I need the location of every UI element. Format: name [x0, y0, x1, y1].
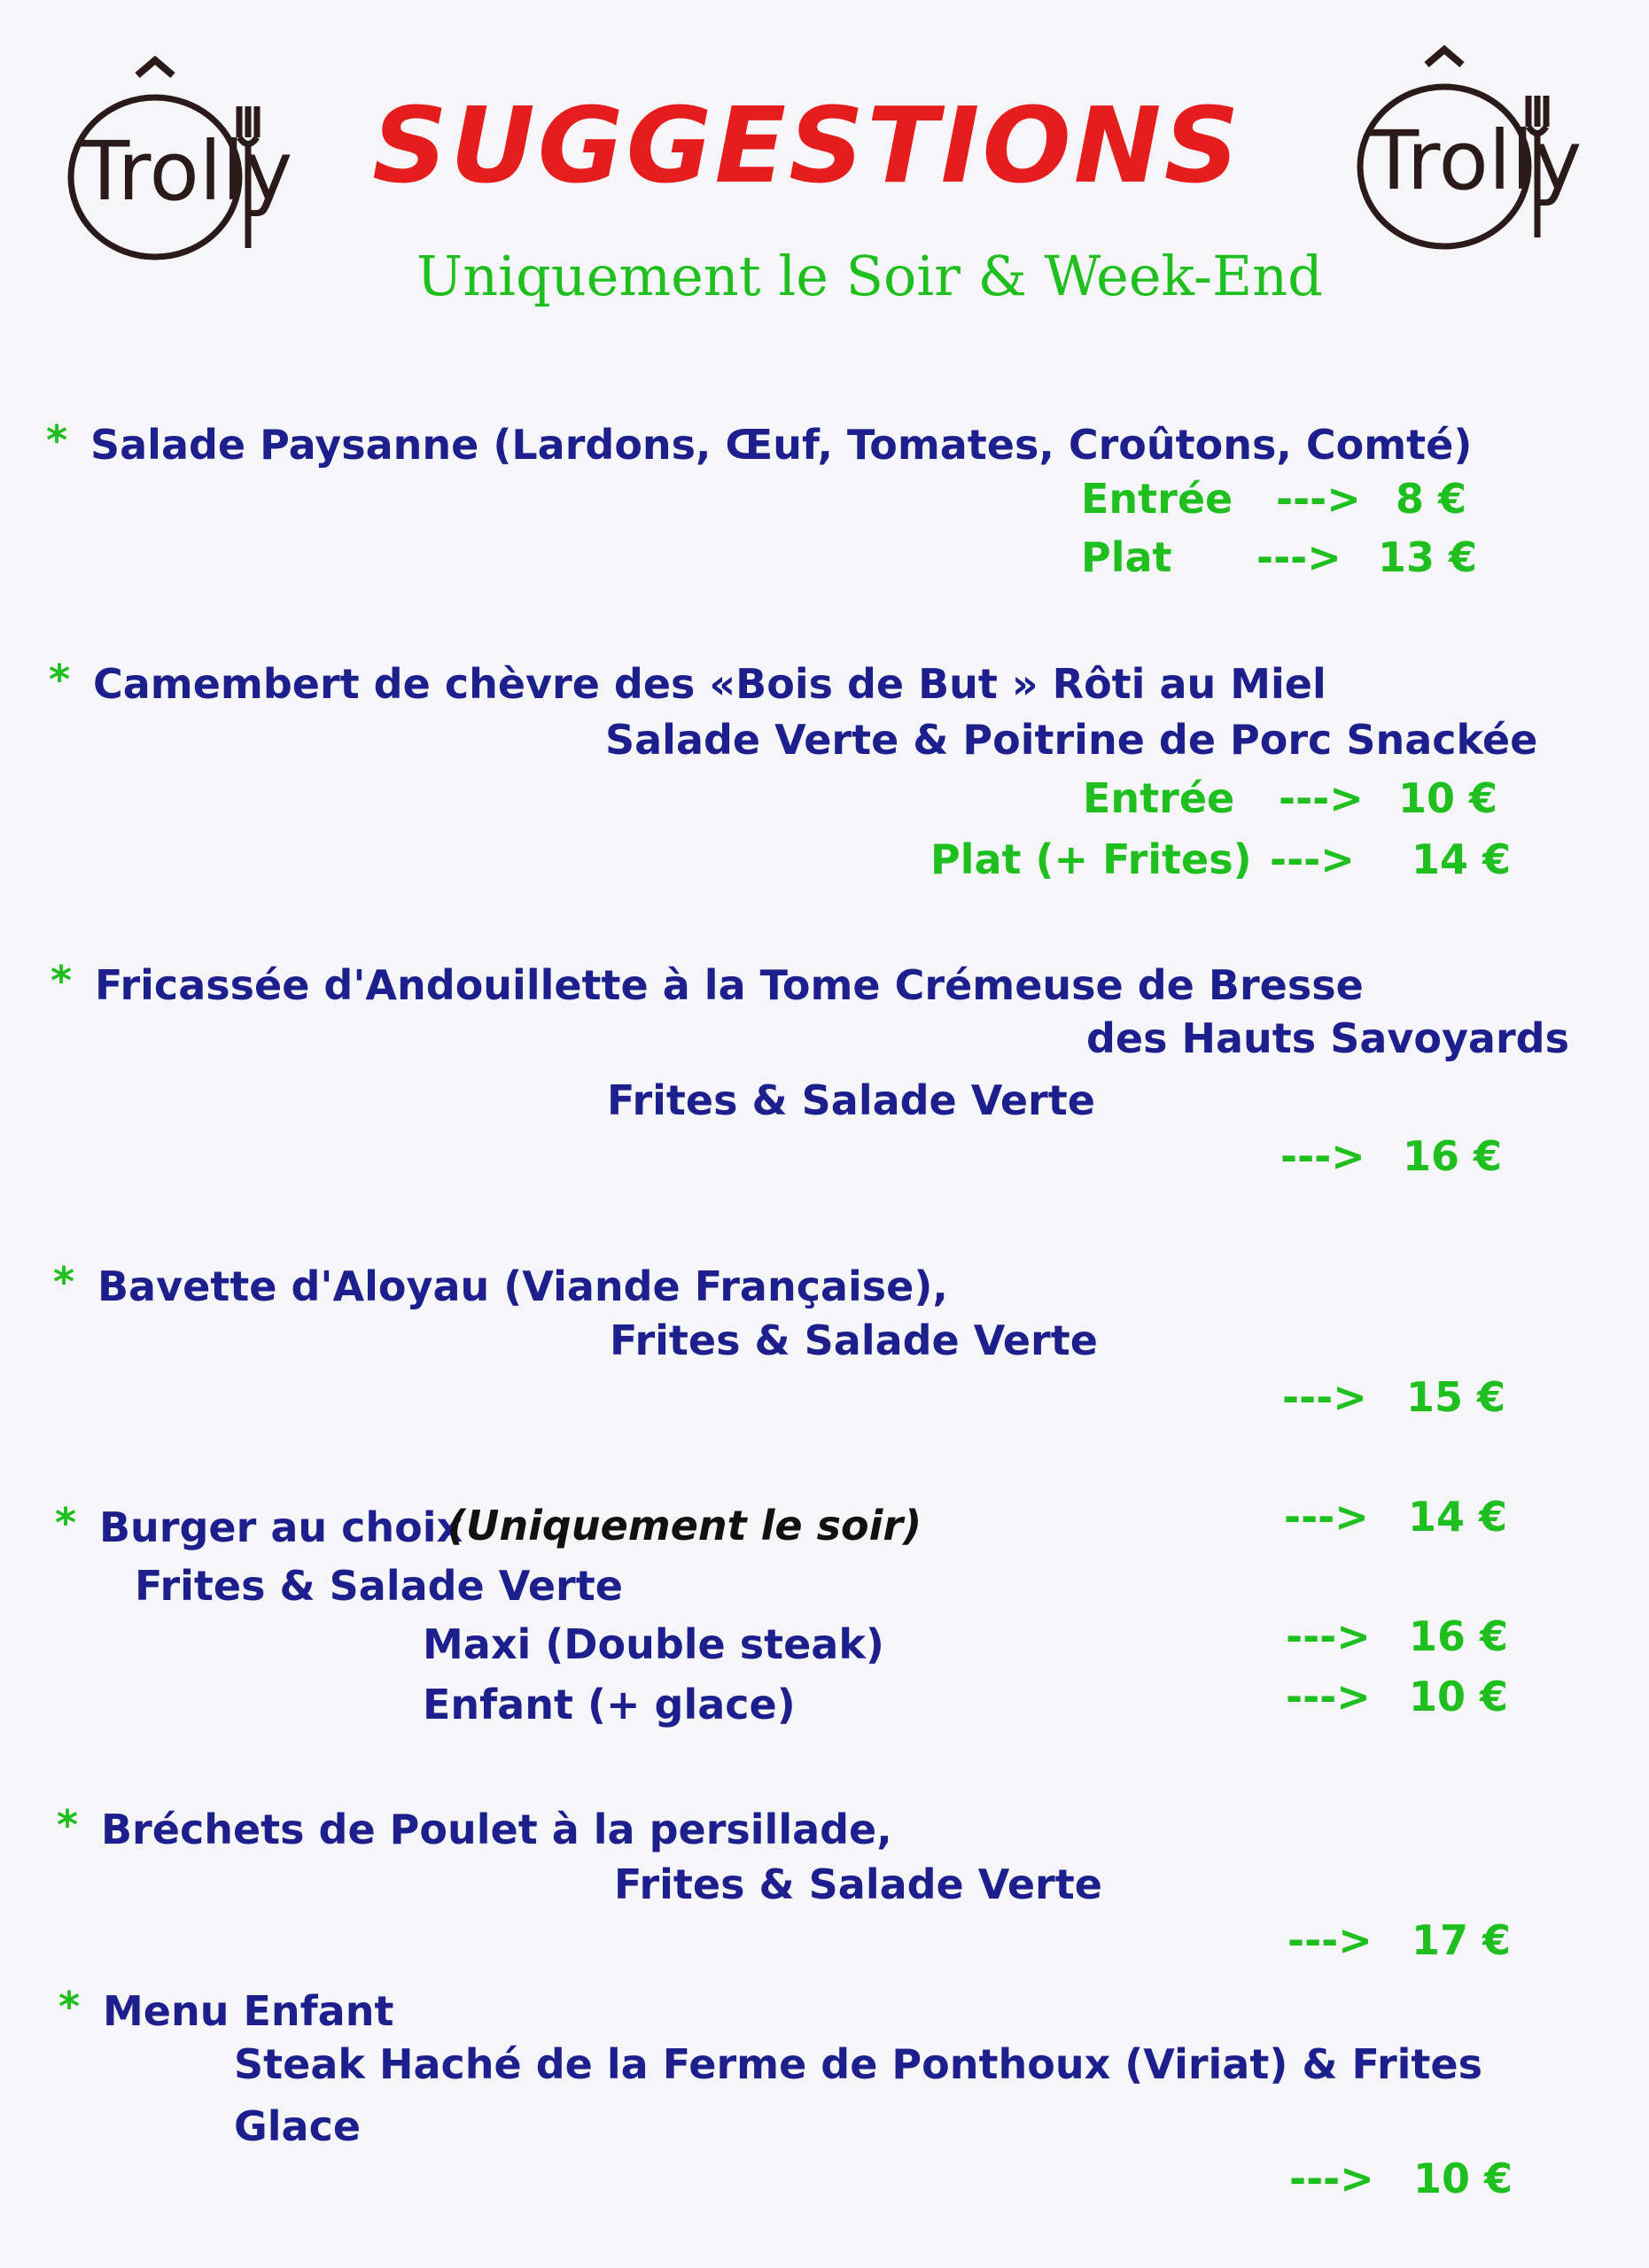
- item-description: Frites & Salade Verte: [614, 1860, 1102, 1908]
- price-arrow: --->: [1287, 1916, 1373, 1964]
- price-value: 15 €: [1406, 1373, 1506, 1421]
- price-arrow: --->: [1276, 475, 1361, 523]
- price-value: 10 €: [1398, 774, 1498, 822]
- item-name: Fricassée d'Andouillette à la Tome Crémeuse de Bresse: [95, 961, 1364, 1009]
- page-subtitle: Uniquement le Soir & Week-End: [416, 244, 1323, 308]
- price-arrow: --->: [1284, 1493, 1369, 1541]
- item-name: Salade Paysanne (Lardons, Œuf, Tomates, Croûtons, Comté): [90, 421, 1473, 469]
- price-value: 13 €: [1378, 533, 1478, 581]
- price-value: 16 €: [1409, 1612, 1509, 1660]
- price-arrow: --->: [1270, 835, 1355, 883]
- bullet-star: *: [53, 1258, 75, 1306]
- bullet-star: *: [57, 1801, 79, 1849]
- price-arrow: --->: [1280, 1132, 1365, 1180]
- bullet-star: *: [58, 1983, 81, 2031]
- price-arrow: --->: [1256, 533, 1342, 581]
- item-name: Bavette d'Aloyau (Viande Française),: [97, 1262, 948, 1310]
- bullet-star: *: [46, 416, 68, 464]
- price-value: 14 €: [1408, 1493, 1508, 1541]
- option-label: Maxi (Double steak): [423, 1620, 884, 1668]
- price-value: 14 €: [1412, 835, 1512, 883]
- price-value: 17 €: [1412, 1916, 1512, 1964]
- price-label: Entrée: [1083, 774, 1235, 822]
- bullet-star: *: [49, 656, 71, 703]
- trolly-logo-right: [1351, 43, 1583, 255]
- item-description: Frites & Salade Verte: [610, 1317, 1098, 1364]
- item-description: Frites & Salade Verte: [607, 1076, 1095, 1124]
- item-description: Steak Haché de la Ferme de Ponthoux (Viriat) & Frites: [234, 2040, 1482, 2088]
- option-label: Enfant (+ glace): [423, 1681, 796, 1728]
- price-value: 8 €: [1396, 475, 1467, 523]
- price-arrow: --->: [1286, 1673, 1371, 1720]
- page-title: SUGGESTIONS: [372, 84, 1242, 206]
- item-description: Frites & Salade Verte: [135, 1562, 623, 1610]
- price-label: Plat (+ Frites): [930, 835, 1252, 883]
- price-label: Plat: [1081, 533, 1172, 581]
- logo-text: Trolly: [1369, 113, 1583, 208]
- price-label: Entrée: [1081, 475, 1233, 523]
- bullet-star: *: [51, 957, 73, 1005]
- item-name: Burger au choix: [99, 1503, 463, 1551]
- price-arrow: --->: [1286, 1612, 1371, 1660]
- price-arrow: --->: [1289, 2155, 1374, 2202]
- item-note: (Uniquement le soir): [447, 1502, 922, 1550]
- price-arrow: --->: [1282, 1373, 1367, 1421]
- price-value: 10 €: [1413, 2155, 1513, 2202]
- item-name: Menu Enfant: [103, 1987, 394, 2035]
- trolly-logo-left: [62, 53, 293, 266]
- bullet-star: *: [55, 1499, 77, 1547]
- item-description: des Hauts Savoyards: [1086, 1014, 1569, 1062]
- price-value: 10 €: [1409, 1673, 1509, 1720]
- price-value: 16 €: [1403, 1132, 1503, 1180]
- item-description: Glace: [234, 2102, 362, 2150]
- item-name: Bréchets de Poulet à la persillade,: [101, 1806, 892, 1853]
- item-name: Camembert de chèvre des «Bois de But » Rôti au Miel: [93, 660, 1326, 708]
- logo-text: Trolly: [80, 124, 293, 219]
- item-description: Salade Verte & Poitrine de Porc Snackée: [605, 716, 1538, 764]
- price-arrow: --->: [1279, 774, 1364, 822]
